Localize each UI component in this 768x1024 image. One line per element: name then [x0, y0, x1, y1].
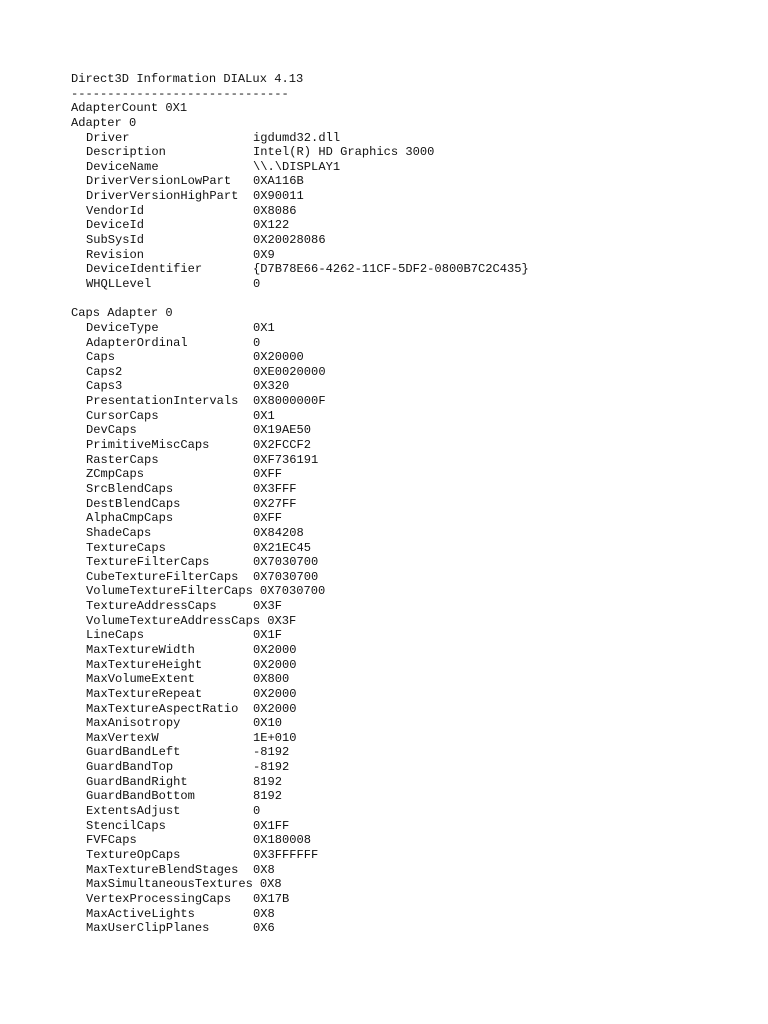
- caps-field-row: [71, 892, 751, 907]
- field-value: 0X1: [253, 320, 275, 335]
- adapter-header: Adapter 0: [71, 115, 137, 130]
- caps-field-row: [71, 804, 751, 819]
- caps-field-row: [71, 497, 751, 512]
- adapter-field-row: [71, 189, 751, 204]
- field-value: 0X17B: [253, 891, 290, 906]
- caps-field-row: [71, 584, 751, 599]
- field-value: 0X3F: [267, 613, 297, 628]
- adapter-field-row: [71, 262, 751, 277]
- caps-field-row: [71, 848, 751, 863]
- field-key: MaxSimultaneousTextures: [86, 877, 253, 892]
- field-key: Caps3: [86, 379, 123, 394]
- field-value: 0X90011: [253, 189, 304, 204]
- field-key: MaxVolumeExtent: [86, 672, 195, 687]
- field-key: MaxTextureHeight: [86, 657, 203, 672]
- field-key: MaxTextureWidth: [86, 642, 195, 657]
- caps-field-row: [71, 453, 751, 468]
- field-key: GuardBandRight: [86, 774, 188, 789]
- field-value: 8192: [253, 774, 283, 789]
- document-title: Direct3D Information DIALux 4.13: [71, 72, 304, 86]
- field-value: 0X10: [253, 716, 283, 731]
- caps-field-row: [71, 643, 751, 658]
- caps-field-row: [71, 541, 751, 556]
- caps-field-row: [71, 467, 751, 482]
- field-key: DestBlendCaps: [86, 496, 181, 511]
- title-separator: ------------------------------: [71, 86, 289, 101]
- field-key: CubeTextureFilterCaps: [86, 569, 239, 584]
- caps-field-row: [71, 409, 751, 424]
- field-key: DriverVersionLowPart: [86, 174, 232, 189]
- field-value: 0X8: [253, 862, 275, 877]
- caps-field-row: [71, 321, 751, 336]
- caps-header: Caps Adapter 0: [71, 306, 173, 321]
- field-key: MaxAnisotropy: [86, 716, 181, 731]
- field-key: TextureOpCaps: [86, 847, 181, 862]
- field-value: 0X2000: [253, 701, 297, 716]
- field-value: 0X1FF: [253, 818, 290, 833]
- field-key: VolumeTextureAddressCaps: [86, 613, 261, 628]
- field-key: MaxVertexW: [86, 730, 159, 745]
- caps-field-row: [71, 907, 751, 922]
- field-key: SrcBlendCaps: [86, 481, 174, 496]
- field-key: ShadeCaps: [86, 525, 152, 540]
- field-key: DriverVersionHighPart: [86, 189, 239, 204]
- field-value: 0X2FCCF2: [253, 438, 312, 453]
- field-value: 0: [253, 804, 261, 819]
- adapter-field-list: [71, 131, 751, 292]
- field-key: Caps: [86, 350, 116, 365]
- field-key: Description: [86, 145, 166, 160]
- field-key: DeviceType: [86, 320, 159, 335]
- field-value: 0X6: [253, 921, 275, 936]
- caps-field-row: [71, 599, 751, 614]
- caps-field-row: [71, 423, 751, 438]
- field-value: 0X19AE50: [253, 423, 312, 438]
- field-value: 0X320: [253, 379, 290, 394]
- field-key: VendorId: [86, 203, 145, 218]
- caps-field-row: [71, 863, 751, 878]
- field-key: VolumeTextureFilterCaps: [86, 584, 253, 599]
- field-value: 0X800: [253, 672, 290, 687]
- caps-field-row: [71, 336, 751, 351]
- field-value: 0X8: [253, 906, 275, 921]
- field-key: FVFCaps: [86, 833, 137, 848]
- field-value: 0XFF: [253, 467, 283, 482]
- field-key: WHQLLevel: [86, 276, 152, 291]
- field-key: ExtentsAdjust: [86, 804, 181, 819]
- caps-field-row: [71, 745, 751, 760]
- field-value: igdumd32.dll: [253, 130, 341, 145]
- field-value: 0X84208: [253, 525, 304, 540]
- caps-field-row: [71, 731, 751, 746]
- field-key: DeviceId: [86, 218, 145, 233]
- field-value: 0X27FF: [253, 496, 297, 511]
- caps-field-row: [71, 394, 751, 409]
- field-key: TextureCaps: [86, 540, 166, 555]
- section-spacer: [71, 292, 751, 307]
- caps-field-row: [71, 819, 751, 834]
- field-value: 0XF736191: [253, 452, 319, 467]
- field-key: DevCaps: [86, 423, 137, 438]
- adapter-field-row: [71, 233, 751, 248]
- caps-field-row: [71, 482, 751, 497]
- field-value: Intel(R) HD Graphics 3000: [253, 145, 435, 160]
- caps-field-row: [71, 658, 751, 673]
- field-key: MaxActiveLights: [86, 906, 195, 921]
- field-key: PresentationIntervals: [86, 394, 239, 409]
- field-key: VertexProcessingCaps: [86, 891, 232, 906]
- field-key: StencilCaps: [86, 818, 166, 833]
- field-key: GuardBandLeft: [86, 745, 181, 760]
- caps-field-row: [71, 716, 751, 731]
- adapter-field-row: [71, 218, 751, 233]
- field-key: PrimitiveMiscCaps: [86, 438, 210, 453]
- field-value: -8192: [253, 760, 290, 775]
- adapter-field-row: [71, 145, 751, 160]
- caps-field-row: [71, 526, 751, 541]
- field-value: 0X8: [259, 877, 282, 892]
- caps-field-row: [71, 438, 751, 453]
- adapter-field-row: [71, 160, 751, 175]
- field-key: MaxTextureBlendStages: [86, 862, 239, 877]
- field-value: 0XFF: [253, 511, 283, 526]
- field-value: 0X3FFF: [253, 481, 297, 496]
- field-key: AdapterOrdinal: [86, 335, 188, 350]
- caps-field-row: [71, 628, 751, 643]
- field-value: {D7B78E66-4262-11CF-5DF2-0800B7C2C435}: [253, 262, 529, 277]
- field-value: 0X20028086: [253, 233, 326, 248]
- field-key: Caps2: [86, 364, 123, 379]
- caps-field-row: [71, 555, 751, 570]
- field-value: 0X8086: [253, 203, 297, 218]
- adapter-field-row: [71, 248, 751, 263]
- field-value: 0XE0020000: [253, 364, 326, 379]
- field-key: MaxUserClipPlanes: [86, 921, 210, 936]
- caps-field-row: [71, 921, 751, 936]
- field-value: 0X122: [253, 218, 290, 233]
- field-value: 1E+010: [253, 730, 297, 745]
- caps-field-row: [71, 775, 751, 790]
- field-key: ZCmpCaps: [86, 467, 145, 482]
- field-key: Driver: [86, 130, 130, 145]
- field-key: AlphaCmpCaps: [86, 511, 174, 526]
- field-value: 0X9: [253, 247, 275, 262]
- adapter-field-row: [71, 204, 751, 219]
- field-value: 0X7030700: [253, 569, 319, 584]
- caps-field-list: [71, 321, 751, 936]
- field-key: GuardBandTop: [86, 760, 174, 775]
- field-value: -8192: [253, 745, 290, 760]
- caps-field-row: [71, 760, 751, 775]
- caps-field-row: [71, 687, 751, 702]
- field-value: 0X2000: [253, 642, 297, 657]
- field-key: DeviceIdentifier: [86, 262, 203, 277]
- field-key: SubSysId: [86, 233, 145, 248]
- field-key: TextureAddressCaps: [86, 599, 217, 614]
- direct3d-info-document: [71, 72, 751, 936]
- caps-field-row: [71, 350, 751, 365]
- field-key: Revision: [86, 247, 145, 262]
- field-value: 0: [253, 335, 261, 350]
- caps-field-row: [71, 379, 751, 394]
- field-value: 0: [253, 276, 261, 291]
- caps-field-row: [71, 365, 751, 380]
- field-value: 0X1: [253, 408, 275, 423]
- field-value: 0XA116B: [253, 174, 304, 189]
- field-value: 0X7030700: [253, 555, 319, 570]
- adapter-field-row: [71, 174, 751, 189]
- field-value: 8192: [253, 789, 283, 804]
- caps-field-row: [71, 833, 751, 848]
- field-key: DeviceName: [86, 159, 159, 174]
- adapter-field-row: [71, 131, 751, 146]
- caps-field-row: [71, 672, 751, 687]
- caps-field-row: [71, 570, 751, 585]
- field-value: 0X2000: [253, 657, 297, 672]
- field-value: 0X3FFFFFF: [253, 847, 319, 862]
- field-key: CursorCaps: [86, 408, 159, 423]
- field-key: LineCaps: [86, 628, 145, 643]
- field-value: 0X21EC45: [253, 540, 312, 555]
- field-value: 0X1F: [253, 628, 283, 643]
- field-value: 0X20000: [253, 350, 304, 365]
- field-value: 0X8000000F: [253, 394, 326, 409]
- caps-field-row: [71, 877, 751, 892]
- field-value: 0X180008: [253, 833, 312, 848]
- field-value: \\.\DISPLAY1: [253, 159, 341, 174]
- field-key: MaxTextureAspectRatio: [86, 701, 239, 716]
- field-value: 0X2000: [253, 686, 297, 701]
- caps-field-row: [71, 614, 751, 629]
- field-key: MaxTextureRepeat: [86, 686, 203, 701]
- adapter-count: AdapterCount 0X1: [71, 101, 188, 116]
- caps-field-row: [71, 702, 751, 717]
- field-key: GuardBandBottom: [86, 789, 195, 804]
- caps-field-row: [71, 511, 751, 526]
- adapter-field-row: [71, 277, 751, 292]
- field-key: TextureFilterCaps: [86, 555, 210, 570]
- caps-field-row: [71, 789, 751, 804]
- field-value: 0X7030700: [259, 584, 326, 599]
- field-value: 0X3F: [253, 599, 283, 614]
- field-key: RasterCaps: [86, 452, 159, 467]
